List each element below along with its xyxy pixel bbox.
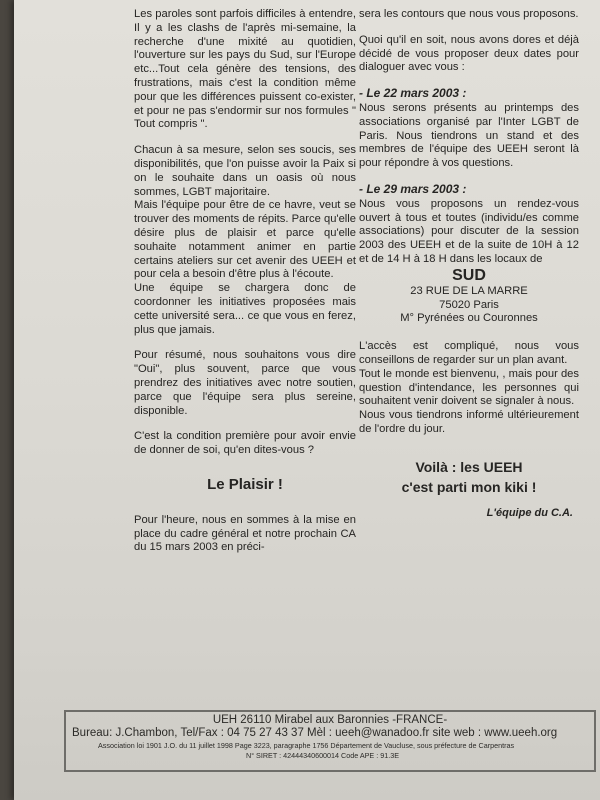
paragraph: sera les contours que nous vous proposons. — [359, 8, 579, 20]
footer-siret: N° SIRET : 42444340600014 Code APE : 91.3E — [246, 751, 399, 760]
venue-metro: M° Pyrénées ou Couronnes — [400, 312, 538, 325]
paragraph: Quoi qu'il en soit, nous avons dores et déjà décidé de vous proposer deux dates pour dialoguer avec vous : — [359, 33, 579, 74]
paragraph: Pour l'heure, nous en sommes à la mise en place du cadre général et notre prochain CA du 15 mars 2003 en préci- — [134, 513, 356, 554]
slogan — [359, 457, 579, 497]
paragraph: Nous vous proposons un rendez-vous ouvert à tous et toutes (individu/es comme associations) pour discuter de la session 2003 des UEEH et de la suite de 10H à 12 et de 14 H à 18 H dans les locaux de — [359, 197, 579, 265]
paragraph: Nous serons présents au printemps des associations organisé par l'Inter LGBT de Paris. Nous tiendrons un stand et des membres de l'équipe des UEEH seront là pour répondre à vos questions. — [359, 101, 579, 170]
date-heading: - Le 22 mars 2003 : — [359, 86, 467, 101]
footer-legal: Association loi 1901 J.O. du 11 juillet 1998 Page 3223, paragraphe 1756 Département de Vaucluse, sous préfecture de Carpentras — [98, 741, 515, 750]
paragraph: Tout le monde est bienvenu, , mais pour des question d'intendance, les personnes qui souhaitent venir doivent se signaler à nous. — [359, 367, 579, 408]
slogan-line: Voilà : les UEEH — [415, 458, 523, 475]
paragraph: Pour résumé, nous souhaitons vous dire "Oui", plus souvent, parce que vous prendrez des initiatives avec notre soutien, parce que l'équipe sera plus sereine, disponible. — [134, 349, 356, 417]
paragraph: L'accès est compliqué, nous vous conseillons de regarder sur un plan avant. — [359, 340, 579, 366]
paragraph: Les paroles sont parfois difficiles à entendre, Il y a les clashs de l'après mi-semaine, la recherche d'une mixité au quotidien, l'ouverture sur les pays du Sud, sur l'Europe etc...Tout cela génère des tensions, des frustrations, mais c'est la condition même pour que les différences puissent co-exister, et pour ne pas s'endormir sur nos formules " Tout compris ". — [134, 8, 356, 131]
footer-box — [64, 710, 596, 772]
paragraph: Chacun à sa mesure, selon ses soucis, ses disponibilités, que l'on puisse avoir la Paix si on le souhaite dans un oasis où nous sommes, LGBT majoritaire. — [134, 144, 356, 198]
slogan-line: c'est parti mon kiki ! — [401, 478, 537, 495]
left-column — [134, 8, 356, 567]
section-heading: Le Plaisir ! — [207, 475, 283, 493]
date-heading: - Le 29 mars 2003 : — [359, 181, 467, 196]
signature: L'équipe du C.A. — [486, 506, 573, 519]
right-column — [359, 8, 579, 521]
paragraph: Mais l'équipe pour être de ce havre, veut se trouver des moments de répits. Parce qu'elle désire plus de plaisir et parce qu'elle souhaite notamment animer en partie certains ateliers sur cet avenir des UEEH et pour cela a besoin d'être plus à l'écoute. — [134, 199, 356, 281]
venue-name: SUD — [452, 266, 486, 284]
paragraph: C'est la condition première pour avoir envie de donner de soi, qu'en dites-vous ? — [134, 430, 356, 457]
venue-street: 23 RUE DE LA MARRE — [410, 284, 528, 297]
paragraph: Nous vous tiendrons informé ultérieurement de l'ordre du jour. — [359, 409, 579, 435]
footer-address: UEH 26110 Mirabel aux Baronnies -FRANCE- — [212, 714, 448, 726]
venue-city: 75020 Paris — [439, 298, 499, 311]
paragraph: Une équipe se chargera donc de coordonner les initiatives proposées mais cette université sera... ce que vous en ferez, plus que jamais. — [134, 282, 356, 336]
document-page — [14, 0, 600, 800]
footer-contact: Bureau: J.Chambon, Tel/Fax : 04 75 27 43 37 Mèl : ueeh@wanadoo.fr site web : www.ueeh.org — [72, 727, 558, 739]
